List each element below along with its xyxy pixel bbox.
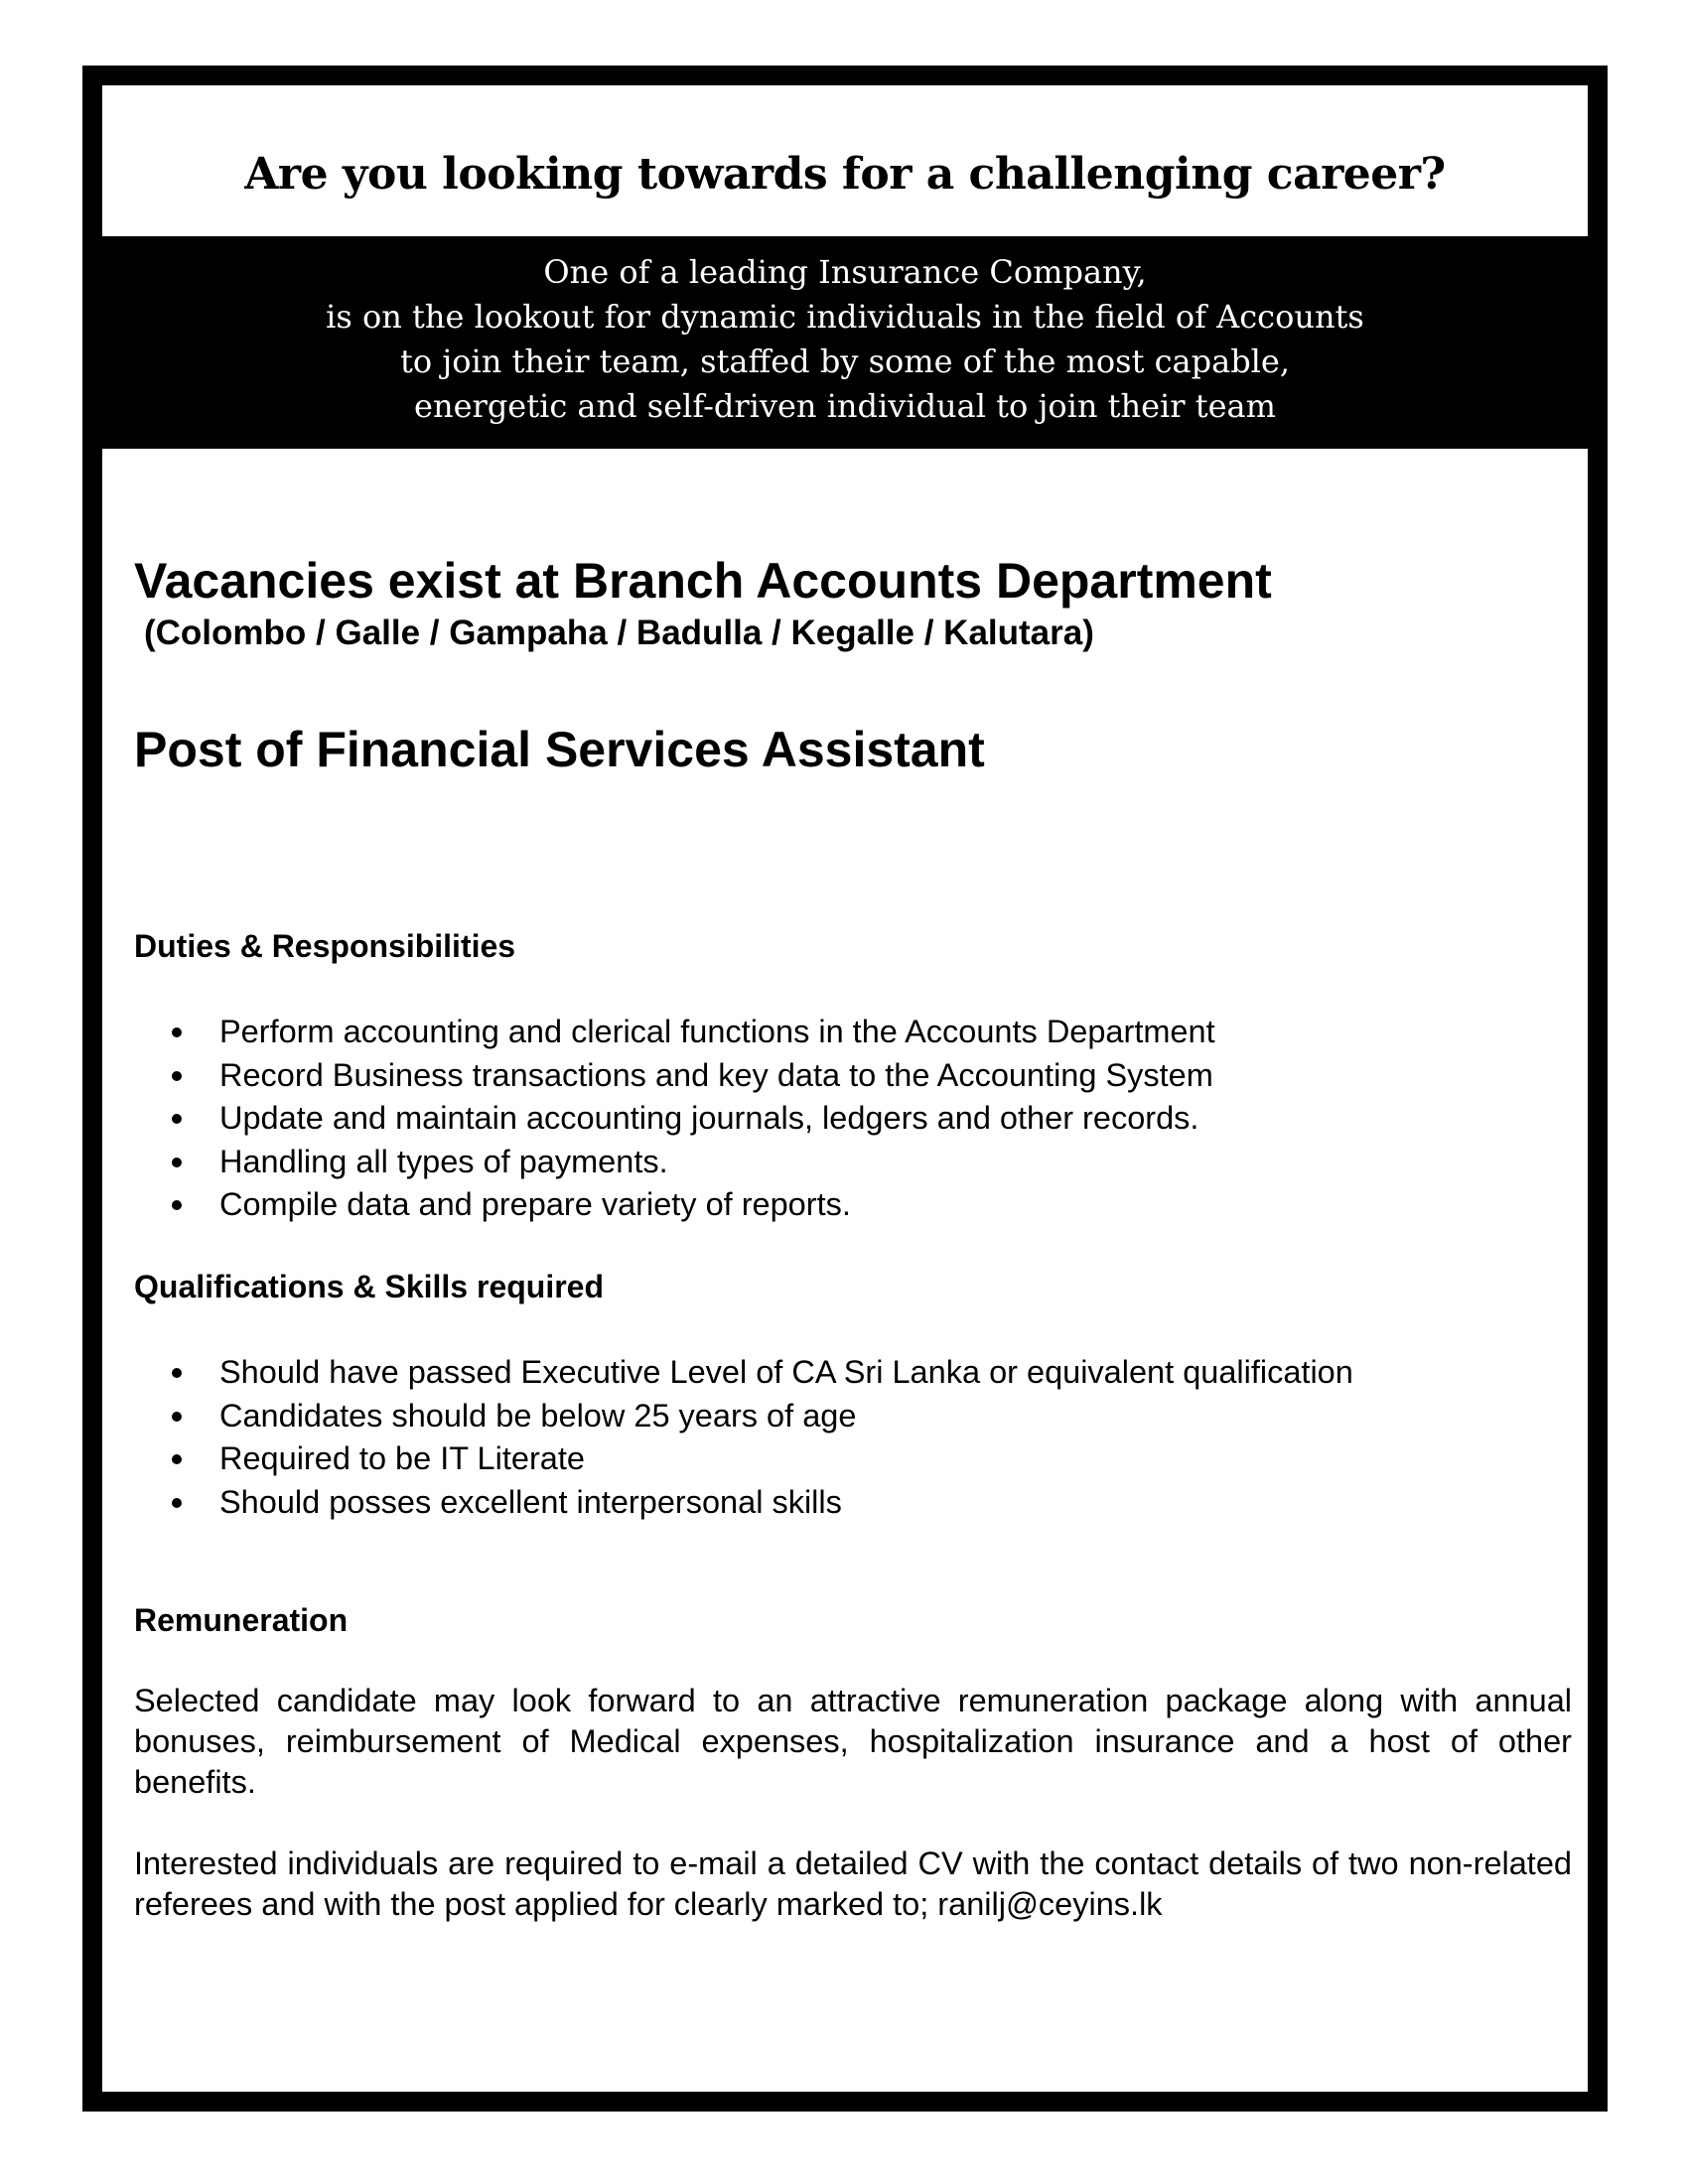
duties-heading: Duties & Responsibilities [134, 928, 516, 964]
duty-text: Record Business transactions and key data to the Accounting System [219, 1056, 1213, 1093]
list-item [134, 1351, 1353, 1395]
headline: Are you looking towards for a challenging career? [244, 149, 1446, 200]
duty-text: Perform accounting and clerical functions in the Accounts Department [219, 1014, 1215, 1049]
bullet-icon [172, 1412, 182, 1422]
bullet-icon [172, 1454, 182, 1464]
duty-text: Handling all types of payments. [219, 1143, 668, 1179]
qualification-text: Should posses excellent interpersonal skills [219, 1483, 842, 1520]
banner-line: One of a leading Insurance Company, [543, 253, 1147, 291]
qualifications-list [134, 1351, 1353, 1524]
list-item [134, 1395, 1353, 1438]
duty-text: Compile data and prepare variety of reports. [219, 1186, 851, 1222]
vacancy-locations: (Colombo / Galle / Gampaha / Badulla / Kegalle / Kalutara) [144, 614, 1094, 652]
list-item [134, 1183, 1215, 1227]
qualification-text: Should have passed Executive Level of CA Sri Lanka or equivalent qualification [219, 1354, 1353, 1390]
list-item [134, 1011, 1215, 1054]
duties-list [134, 1011, 1215, 1227]
banner-line: is on the lookout for dynamic individuals in the field of Accounts [326, 298, 1364, 336]
qualifications-heading: Qualifications & Skills required [134, 1269, 605, 1304]
list-item [134, 1437, 1353, 1481]
bullet-icon [172, 1158, 182, 1167]
bullet-icon [172, 1498, 182, 1508]
banner-line: energetic and self-driven individual to join their team [414, 387, 1276, 425]
qualification-text: Candidates should be below 25 years of age [219, 1397, 857, 1433]
bullet-icon [172, 1200, 182, 1210]
advertisement-frame [82, 66, 1608, 2112]
remuneration-text: Selected candidate may look forward to an attractive remuneration package along with annual bonuses, reimbursement of Medical expenses, hospitalization insurance and a host of other benefits. [134, 1683, 1572, 1800]
list-item [134, 1141, 1215, 1184]
bullet-icon [172, 1368, 182, 1378]
vacancy-title: Vacancies exist at Branch Accounts Department [134, 553, 1272, 609]
post-title: Post of Financial Services Assistant [134, 722, 985, 777]
application-instructions: Interested individuals are required to e-mail a detailed CV with the contact details of two non-related referees and with the post applied for clearly marked to; ranilj@ceyins.lk [134, 1845, 1572, 1922]
bullet-icon [172, 1071, 182, 1081]
duty-text: Update and maintain accounting journals, ledgers and other records. [219, 1100, 1199, 1136]
intro-banner [102, 236, 1588, 449]
qualification-text: Required to be IT Literate [219, 1440, 585, 1476]
remuneration-heading: Remuneration [134, 1602, 349, 1638]
list-item [134, 1054, 1215, 1098]
list-item [134, 1481, 1353, 1525]
bullet-icon [172, 1114, 182, 1124]
bullet-icon [172, 1027, 182, 1037]
list-item [134, 1097, 1215, 1141]
banner-line: to join their team, staffed by some of the most capable, [399, 342, 1291, 380]
